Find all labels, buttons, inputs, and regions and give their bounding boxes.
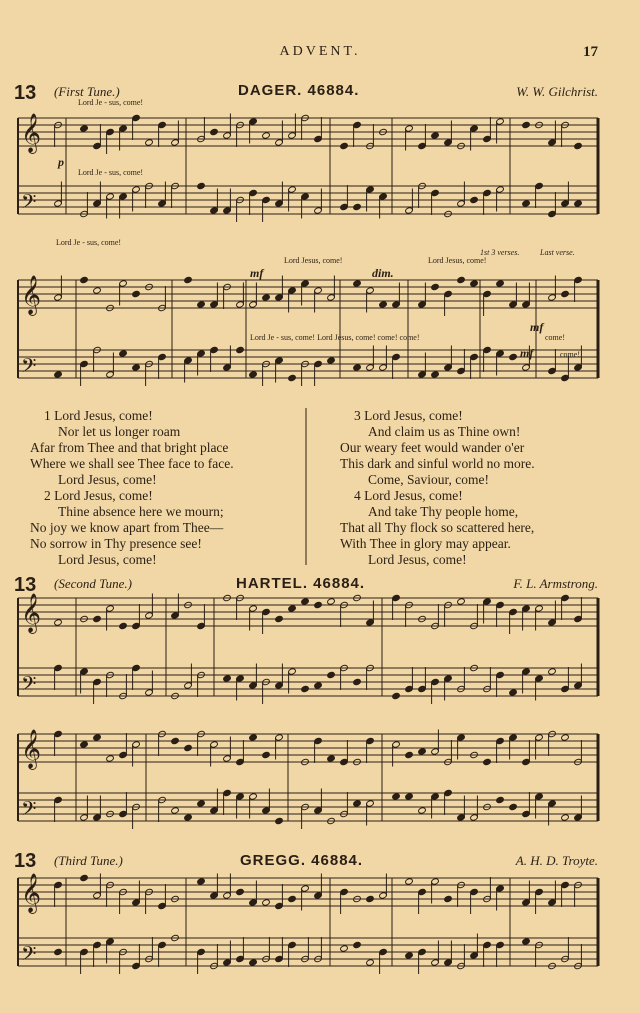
- bass-clef-icon: 𝄢: [21, 797, 37, 825]
- note-head: [262, 132, 271, 139]
- note-head: [210, 128, 219, 135]
- tune-label-1: (First Tune.): [54, 84, 120, 99]
- note-head: [509, 689, 518, 696]
- note-head: [353, 364, 362, 371]
- note-head: [548, 668, 557, 675]
- note-head: [80, 874, 89, 881]
- note-head: [132, 364, 141, 371]
- note-head: [431, 371, 440, 378]
- repeat-note: Last verse.: [540, 248, 575, 257]
- dynamic-mark: p: [58, 155, 64, 169]
- note-head: [353, 800, 362, 807]
- verse-4: 4 Lord Jesus, come! And take Thy people home, That all Thy flock so scattered here, With Thee in glory may appear. Lord Jesus, come!: [340, 488, 535, 567]
- note-head: [561, 814, 570, 821]
- note-head: [418, 807, 427, 814]
- treble-clef-icon: 𝄞: [21, 275, 42, 315]
- treble-clef-icon: 𝄞: [21, 593, 42, 633]
- note-head: [353, 203, 362, 210]
- treble-clef-icon: 𝄞: [21, 873, 42, 913]
- tune-label-2: (Second Tune.): [54, 576, 132, 591]
- music-lyric: come!: [560, 350, 580, 359]
- note-head: [418, 748, 427, 755]
- composer-2: F. L. Armstrong.: [513, 576, 598, 591]
- note-head: [522, 200, 531, 207]
- dynamic-mark: mf: [520, 346, 534, 360]
- note-head: [301, 685, 310, 692]
- note-head: [249, 734, 258, 741]
- tune-name-2: HARTEL. 46884.: [236, 575, 366, 592]
- bass-clef-icon: 𝄢: [21, 190, 37, 218]
- tune-name-3: GREGG. 46884.: [240, 852, 364, 869]
- note-head: [353, 941, 362, 948]
- note-head: [249, 959, 258, 966]
- note-head: [353, 678, 362, 685]
- note-head: [80, 125, 89, 132]
- tune-label-3: (Third Tune.): [54, 853, 123, 868]
- note-head: [301, 598, 310, 605]
- note-head: [119, 622, 128, 629]
- note-head: [249, 371, 258, 378]
- note-head: [275, 817, 284, 824]
- note-head: [574, 200, 583, 207]
- note-head: [392, 692, 401, 699]
- note-head: [392, 793, 401, 800]
- bass-clef-icon: 𝄢: [21, 942, 37, 970]
- note-head: [405, 952, 414, 959]
- note-head: [483, 758, 492, 765]
- note-head: [132, 290, 141, 297]
- note-head: [171, 737, 180, 744]
- note-head: [327, 598, 336, 605]
- music-lyric: come!: [545, 333, 565, 342]
- note-head: [522, 938, 531, 945]
- note-head: [522, 121, 531, 128]
- note-head: [574, 142, 583, 149]
- note-head: [314, 601, 323, 608]
- note-head: [340, 142, 349, 149]
- note-head: [366, 895, 375, 902]
- note-head: [288, 895, 297, 902]
- note-head: [93, 734, 102, 741]
- music-lyric: Lord Jesus, come!: [284, 256, 343, 265]
- note-head: [353, 280, 362, 287]
- note-head: [171, 807, 180, 814]
- note-head: [561, 290, 570, 297]
- verse-1: 1 Lord Jesus, come! Nor let us longer roam Afar from Thee and that bright place Where we shall see Thee face to face. Lord Jesus, come!: [30, 408, 234, 487]
- note-head: [405, 878, 414, 885]
- note-head: [327, 755, 336, 762]
- note-head: [197, 878, 206, 885]
- note-head: [54, 619, 63, 626]
- note-head: [561, 734, 570, 741]
- verse-3: 3 Lord Jesus, come! And claim us as Thine own! Our weary feet would wander o'er This dark and sinful world no more. Come, Saviour, come!: [340, 408, 535, 487]
- note-head: [327, 671, 336, 678]
- note-head: [106, 755, 115, 762]
- dynamic-mark: dim.: [372, 266, 394, 280]
- note-head: [119, 350, 128, 357]
- note-head: [366, 959, 375, 966]
- note-head: [80, 276, 89, 283]
- note-head: [197, 182, 206, 189]
- note-head: [509, 803, 518, 810]
- note-head: [236, 346, 245, 353]
- music-lyric: Lord Je - sus, come!: [78, 168, 144, 177]
- note-head: [262, 899, 271, 906]
- note-head: [405, 793, 414, 800]
- hymn-number-1: 13: [14, 82, 37, 104]
- note-head: [93, 615, 102, 622]
- note-head: [431, 283, 440, 290]
- dynamic-mark: mf: [250, 266, 264, 280]
- note-head: [509, 353, 518, 360]
- note-head: [327, 357, 336, 364]
- note-head: [457, 598, 466, 605]
- music-lyric: Lord Je - sus, come!: [56, 238, 122, 247]
- note-head: [93, 287, 102, 294]
- music-lyric: Lord Je - sus, come! Lord Jesus, come! come! come!: [250, 333, 420, 342]
- music-lyric: Lord Je - sus, come!: [78, 98, 144, 107]
- note-head: [197, 800, 206, 807]
- note-head: [184, 744, 193, 751]
- note-head: [197, 301, 206, 308]
- note-head: [288, 374, 297, 381]
- note-head: [444, 895, 453, 902]
- dynamic-mark: mf: [530, 320, 544, 334]
- note-head: [262, 294, 271, 301]
- note-head: [54, 371, 63, 378]
- note-head: [275, 615, 284, 622]
- verse-2: 2 Lord Jesus, come! Thine absence here we mourn; No joy we know apart from Thee— No sorrow in Thy presence see! Lord Jesus, come!: [30, 488, 224, 567]
- hymn-number-3: 13: [14, 850, 37, 872]
- note-head: [262, 751, 271, 758]
- note-head: [288, 605, 297, 612]
- treble-clef-icon: 𝄞: [21, 113, 42, 153]
- note-head: [184, 276, 193, 283]
- note-head: [80, 741, 89, 748]
- tune-name-1: DAGER. 46884.: [238, 82, 360, 99]
- note-head: [145, 139, 154, 146]
- note-head: [457, 276, 466, 283]
- note-head: [54, 948, 63, 955]
- note-head: [379, 301, 388, 308]
- music-lyric: Lord Jesus, come!: [428, 256, 487, 265]
- bass-clef-icon: 𝄢: [21, 354, 37, 382]
- bass-clef-icon: 𝄢: [21, 672, 37, 700]
- note-head: [236, 888, 245, 895]
- section-heading: ADVENT.: [279, 44, 361, 59]
- note-head: [405, 751, 414, 758]
- note-head: [340, 945, 349, 952]
- note-head: [184, 814, 193, 821]
- composer-1: W. W. Gilchrist.: [516, 84, 598, 99]
- hymn-number-2: 13: [14, 574, 37, 596]
- composer-3: A. H. D. Troyte.: [515, 853, 598, 868]
- note-head: [470, 280, 479, 287]
- page-number: 17: [583, 44, 598, 60]
- note-head: [496, 280, 505, 287]
- note-head: [470, 196, 479, 203]
- note-head: [431, 132, 440, 139]
- note-head: [496, 796, 505, 803]
- note-head: [314, 682, 323, 689]
- note-head: [223, 675, 232, 682]
- treble-clef-icon: 𝄞: [21, 729, 42, 769]
- repeat-note: 1st 3 verses.: [480, 248, 520, 257]
